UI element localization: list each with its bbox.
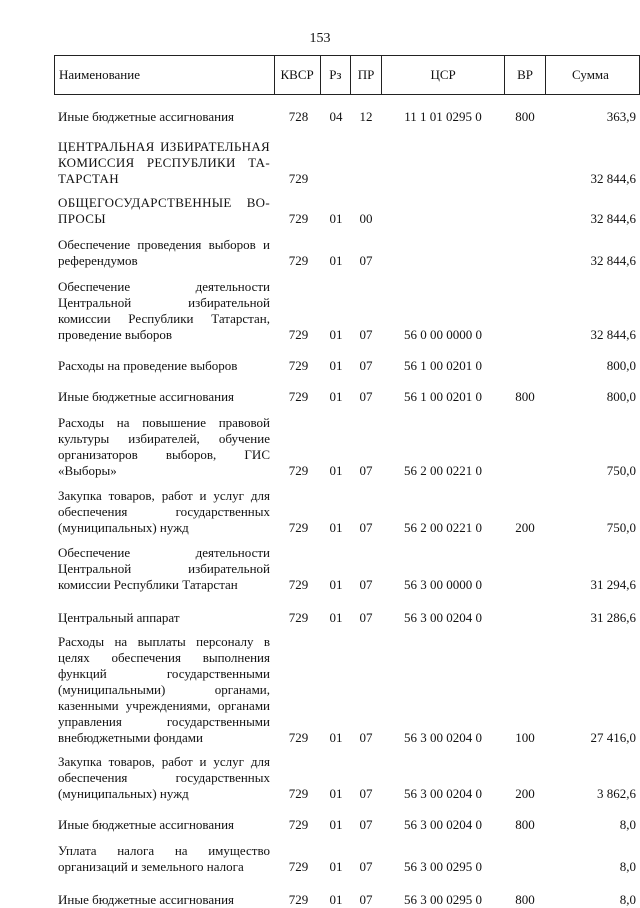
row-rz: 01 (329, 817, 343, 832)
row-name: Иные бюджетные ассигнования (58, 109, 235, 124)
row-vr: 200 (515, 520, 535, 535)
row-rz: 01 (329, 859, 343, 874)
row-kvsr: 729 (288, 463, 309, 478)
row-pr: 07 (359, 892, 373, 907)
row-vr: 800 (515, 817, 535, 832)
row-rz: 01 (329, 520, 343, 535)
row-name: Центральный аппарат (58, 610, 180, 625)
row-csr (381, 125, 505, 187)
table-row (54, 746, 640, 802)
row-rz: 01 (329, 463, 343, 478)
table-row (54, 269, 640, 343)
row-sum: 32 844,6 (590, 171, 636, 186)
table-row (54, 802, 640, 833)
row-csr: 56 3 00 0204 0 (404, 610, 482, 625)
row-csr (381, 187, 505, 227)
row-kvsr: 729 (288, 730, 309, 745)
header-name: Наименование (55, 56, 275, 95)
row-kvsr: 729 (288, 211, 309, 226)
row-rz: 01 (329, 892, 343, 907)
table-row (54, 187, 640, 227)
table-row (54, 536, 640, 593)
row-vr (505, 405, 545, 479)
row-name: Закупка товаров, работ и услуг для обеспечения государственных (муниципальных) нужд (58, 754, 270, 801)
row-vr (505, 227, 545, 269)
row-sum: 800,0 (606, 389, 636, 404)
row-name: Иные бюджетные ассигнования (58, 892, 235, 907)
row-pr: 07 (359, 610, 373, 625)
row-vr: 800 (515, 389, 535, 404)
row-csr: 56 3 00 0000 0 (404, 577, 482, 592)
row-sum: 27 416,0 (590, 730, 636, 745)
table-row (54, 875, 640, 908)
row-kvsr: 729 (288, 786, 309, 801)
row-vr (505, 125, 545, 187)
row-csr: 11 1 01 0295 0 (404, 109, 482, 124)
row-name: Обеспечение деятельности Центральной избирательной комиссии Республики Татарстан, проведение выборов (58, 279, 270, 342)
row-pr: 07 (359, 817, 373, 832)
row-sum: 32 844,6 (590, 327, 636, 342)
row-kvsr: 729 (288, 859, 309, 874)
row-name: Расходы на проведение выборов (58, 358, 238, 373)
row-pr: 00 (359, 211, 373, 226)
row-kvsr: 729 (288, 817, 309, 832)
row-pr: 12 (359, 109, 373, 124)
row-kvsr: 729 (288, 327, 309, 342)
row-vr: 800 (515, 892, 535, 907)
row-csr: 56 3 00 0295 0 (404, 859, 482, 874)
header-vr: ВР (505, 56, 546, 95)
row-name: Иные бюджетные ассигнования (58, 389, 235, 404)
row-sum: 750,0 (606, 520, 636, 535)
budget-table (54, 108, 640, 908)
row-sum: 363,9 (606, 109, 636, 124)
row-sum: 800,0 (606, 358, 636, 373)
row-sum: 8,0 (619, 892, 636, 907)
row-pr: 07 (359, 463, 373, 478)
table-row (54, 227, 640, 269)
row-pr: 07 (359, 253, 373, 268)
row-vr: 200 (515, 786, 535, 801)
row-sum: 3 862,6 (597, 786, 636, 801)
row-pr: 07 (359, 389, 373, 404)
table-header (54, 55, 640, 95)
row-csr (381, 227, 505, 269)
row-vr: 100 (515, 730, 535, 745)
row-csr: 56 0 00 0000 0 (404, 327, 482, 342)
row-sum: 8,0 (619, 817, 636, 832)
table-row (54, 374, 640, 405)
row-vr (505, 343, 545, 374)
row-pr: 07 (359, 358, 373, 373)
row-rz: 01 (329, 610, 343, 625)
row-vr: 800 (515, 109, 535, 124)
row-kvsr: 729 (288, 610, 309, 625)
row-kvsr: 729 (288, 358, 309, 373)
row-csr: 56 1 00 0201 0 (404, 389, 482, 404)
row-rz (321, 125, 351, 187)
table-row (54, 833, 640, 875)
row-rz: 04 (329, 109, 343, 124)
table-row (54, 593, 640, 626)
row-name: Обеспечение проведения выборов и референдумов (58, 237, 270, 268)
row-name: Расходы на выплаты персоналу в целях обеспечения выполнения функций государственными (муниципальными) органами, казенными учреждениями, органами управления государственными внебюджетными фондами (58, 634, 270, 745)
row-sum: 32 844,6 (590, 253, 636, 268)
row-pr: 07 (359, 859, 373, 874)
header-sum: Сумма (545, 56, 639, 95)
row-name: Иные бюджетные ассигнования (58, 817, 235, 832)
row-name: ЦЕНТРАЛЬНАЯ ИЗБИРАТЕЛЬНАЯ КОМИССИЯ РЕСПУБЛИКИ ТА-ТАРСТАН (58, 139, 270, 186)
row-name: Обеспечение деятельности Центральной избирательной комиссии Республики Татарстан (58, 545, 270, 592)
row-kvsr: 729 (288, 253, 309, 268)
header-kvsr: КВСР (274, 56, 320, 95)
row-pr: 07 (359, 327, 373, 342)
row-name: Закупка товаров, работ и услуг для обеспечения государственных (муниципальных) нужд (58, 488, 270, 535)
row-csr: 56 3 00 0204 0 (404, 730, 482, 745)
row-csr: 56 2 00 0221 0 (404, 520, 482, 535)
row-sum: 8,0 (619, 859, 636, 874)
table-row (54, 125, 640, 187)
row-pr: 07 (359, 577, 373, 592)
row-rz: 01 (329, 389, 343, 404)
row-csr: 56 3 00 0204 0 (404, 786, 482, 801)
row-kvsr: 728 (288, 109, 309, 124)
table-row (54, 405, 640, 479)
row-rz: 01 (329, 577, 343, 592)
row-pr (351, 125, 381, 187)
row-kvsr: 729 (288, 171, 309, 186)
row-sum: 32 844,6 (590, 211, 636, 226)
row-sum: 31 294,6 (590, 577, 636, 592)
row-sum: 31 286,6 (590, 610, 636, 625)
row-csr: 56 1 00 0201 0 (404, 358, 482, 373)
row-vr (505, 833, 545, 875)
page-number: 153 (309, 31, 331, 46)
header-csr: ЦСР (382, 56, 505, 95)
row-rz: 01 (329, 786, 343, 801)
table-row (54, 626, 640, 746)
row-sum: 750,0 (606, 463, 636, 478)
row-vr (505, 593, 545, 626)
row-rz: 01 (329, 327, 343, 342)
row-rz: 01 (329, 211, 343, 226)
table-row (54, 108, 640, 125)
row-pr: 07 (359, 786, 373, 801)
header-row (55, 56, 640, 95)
row-kvsr: 729 (288, 520, 309, 535)
row-name: Расходы на повышение правовой культуры избирателей, обучение организаторов выборов, ГИС «Выборы» (58, 415, 270, 478)
header-rz: Рз (320, 56, 351, 95)
row-kvsr: 729 (288, 389, 309, 404)
table-row (54, 343, 640, 374)
row-csr: 56 3 00 0295 0 (404, 892, 482, 907)
row-kvsr: 729 (288, 577, 309, 592)
row-csr: 56 3 00 0204 0 (404, 817, 482, 832)
row-vr (505, 269, 545, 343)
row-rz: 01 (329, 730, 343, 745)
row-pr: 07 (359, 730, 373, 745)
row-pr: 07 (359, 520, 373, 535)
row-rz: 01 (329, 358, 343, 373)
row-csr: 56 2 00 0221 0 (404, 463, 482, 478)
table-row (54, 479, 640, 536)
row-vr (505, 187, 545, 227)
row-name: ОБЩЕГОСУДАРСТВЕННЫЕ ВО-ПРОСЫ (58, 195, 270, 226)
row-rz: 01 (329, 253, 343, 268)
header-pr: ПР (351, 56, 382, 95)
row-vr (505, 536, 545, 593)
row-kvsr: 729 (288, 892, 309, 907)
row-name: Уплата налога на имущество организаций и земельного налога (58, 843, 270, 874)
